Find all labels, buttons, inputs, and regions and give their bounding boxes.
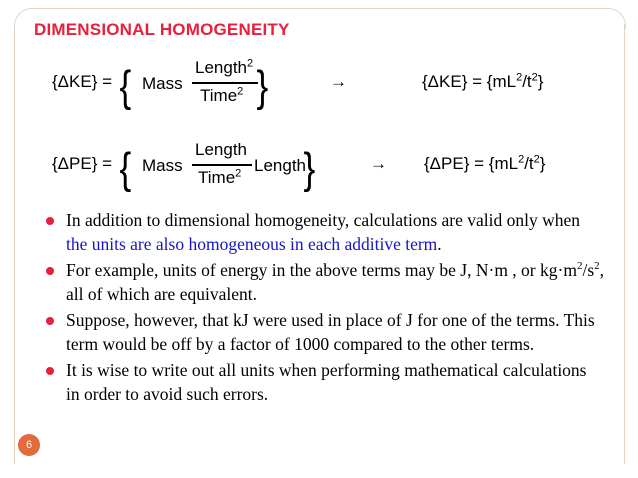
pe-denominator — [198, 168, 241, 188]
pe-lhs: {ΔPE} = — [52, 154, 113, 173]
bullet-dot-icon — [46, 317, 54, 325]
bullet-4-text: It is wise to write out all units when performing mathematical calculations in order to avoid such errors. — [66, 360, 587, 404]
ke-result — [422, 72, 543, 92]
bullet-2-end: , all of which are equivalent. — [66, 260, 605, 304]
bullet-dot-icon — [46, 367, 54, 375]
ke-num-text: Length — [195, 58, 247, 77]
bullet-2-sup1: 2 — [576, 260, 583, 273]
bullet-2-mid: /s — [582, 260, 595, 280]
pe-den-sup: 2 — [235, 167, 242, 180]
ke-rhs-sup1: 2 — [516, 71, 523, 84]
pe-equation — [52, 140, 612, 200]
ke-fraction-bar — [192, 82, 258, 84]
pe-rhs-post: } — [539, 154, 546, 173]
ke-denominator — [200, 86, 243, 106]
pe-rhs-mid: /t — [524, 154, 534, 173]
bullet-dot-icon — [46, 217, 54, 225]
pe-close-brace: } — [303, 144, 316, 193]
ke-equation — [52, 58, 612, 118]
pe-rhs-pre: {ΔPE} = {mL — [424, 154, 519, 173]
slide-frame-left — [14, 24, 33, 464]
ke-rhs-post: } — [537, 72, 544, 91]
ke-open-brace: { — [119, 62, 132, 111]
ke-close-brace: } — [256, 62, 269, 111]
bullet-list — [44, 208, 604, 408]
pe-fraction-bar — [192, 164, 252, 166]
bullet-item — [44, 208, 604, 256]
bullet-item — [44, 308, 604, 356]
ke-lhs: {ΔKE} = — [52, 72, 113, 91]
bullet-item — [44, 258, 604, 306]
ke-rhs-sup2: 2 — [531, 71, 538, 84]
bullet-1-end: . — [437, 234, 442, 254]
bullet-1-text: In addition to dimensional homogeneity, calculations are valid only when — [66, 210, 581, 230]
ke-rhs-pre: {ΔKE} = {mL — [422, 72, 517, 91]
page-number-badge: 6 — [18, 434, 40, 456]
bullet-2-text: For example, units of energy in the above terms may be J, N·m , or kg·m — [66, 260, 577, 280]
ke-rhs-mid: /t — [522, 72, 532, 91]
pe-rhs-sup1: 2 — [518, 153, 525, 166]
ke-den-sup: 2 — [237, 85, 244, 98]
pe-rhs-sup2: 2 — [533, 153, 540, 166]
bullet-2-sup2: 2 — [594, 260, 600, 273]
pe-arrow: → — [370, 154, 387, 173]
ke-mass: Mass — [142, 74, 183, 93]
bullet-dot-icon — [46, 267, 54, 275]
pe-numerator: Length — [195, 140, 247, 159]
pe-mass: Mass — [142, 156, 183, 175]
bullet-1-highlight: the units are also homogeneous in each additive term — [66, 234, 438, 254]
ke-arrow: → — [330, 72, 347, 91]
ke-den-text: Time — [200, 86, 238, 105]
ke-numerator — [195, 58, 253, 78]
bullet-item — [44, 358, 604, 406]
slide-title: DIMENSIONAL HOMOGENEITY — [34, 20, 290, 39]
pe-den-text: Time — [198, 168, 236, 187]
bullet-3-text: Suppose, however, that kJ were used in place of J for one of the terms. This term would be off by a factor of 1000 compared to the other terms. — [66, 310, 595, 354]
pe-tail-length: Length — [254, 156, 306, 175]
pe-result — [424, 154, 545, 174]
pe-open-brace: { — [119, 144, 132, 193]
ke-num-sup: 2 — [247, 57, 254, 70]
